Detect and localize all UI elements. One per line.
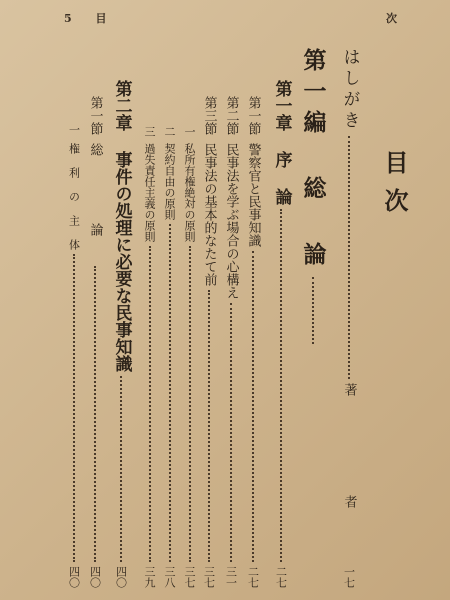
entry-author: 著 者 xyxy=(341,383,357,550)
entry-label: 契約自由の原則 xyxy=(163,143,176,220)
entry-num: 一 xyxy=(183,126,196,137)
entry-page: 一七 xyxy=(342,566,356,588)
dot-leader xyxy=(312,277,314,344)
entry-num: 第二節 xyxy=(223,96,239,135)
toc-entry-section-2[interactable] xyxy=(222,96,240,588)
toc-entry-subsection-2[interactable] xyxy=(162,126,177,588)
entry-page: 四〇 xyxy=(88,566,102,588)
entry-label: 民事法の基本的なたて前 xyxy=(201,143,217,286)
entry-num: 第一節 xyxy=(245,96,261,135)
entry-num: 一 xyxy=(67,124,81,135)
dot-leader xyxy=(189,246,191,562)
entry-label: 民事法を学ぶ場合の心構え xyxy=(223,143,239,299)
entry-page: 三七 xyxy=(202,566,216,588)
entry-page: 二七 xyxy=(246,566,260,588)
entry-num: 二 xyxy=(163,126,176,137)
entry-label: 第一章 序 論 xyxy=(271,80,292,205)
entry-label: 第二章 事件の処理に必要な民事知識 xyxy=(111,80,132,372)
entry-page: 三八 xyxy=(163,566,176,588)
entry-label: 私所有権絶対の原則 xyxy=(183,143,196,242)
entry-page: 二七 xyxy=(274,566,288,588)
entry-page: 三九 xyxy=(143,566,156,588)
toc-entry-subsection-1[interactable] xyxy=(182,126,197,588)
dot-leader xyxy=(208,290,210,562)
toc-title: 目次 xyxy=(380,150,409,226)
toc-entry-chapter2[interactable] xyxy=(110,80,132,588)
entry-page: 四〇 xyxy=(114,566,128,588)
entry-num: 三 xyxy=(143,126,156,137)
dot-leader xyxy=(120,376,122,562)
toc-entry-part1[interactable] xyxy=(298,48,328,348)
entry-page: 三一 xyxy=(224,566,238,588)
entry-label: 権 利 の 主 体 xyxy=(67,143,81,250)
dot-leader xyxy=(252,251,254,562)
dot-leader xyxy=(230,303,232,562)
dot-leader xyxy=(169,224,171,562)
entry-label: はしがき xyxy=(339,48,360,132)
entry-page: 四〇 xyxy=(67,566,81,588)
dot-leader xyxy=(73,254,75,562)
toc-entry-chapter1[interactable] xyxy=(270,80,292,588)
toc-entry-preface[interactable] xyxy=(336,48,362,588)
entry-label: 警察官と民事知識 xyxy=(245,143,261,247)
toc-entry-ch2-subsection-1[interactable] xyxy=(66,124,82,588)
page-header-left: 5 目 xyxy=(64,12,117,25)
entry-label: 総 論 xyxy=(87,143,103,262)
toc-entry-section-3[interactable] xyxy=(200,96,218,588)
entry-num: 第一節 xyxy=(87,96,103,135)
entry-num: 第三節 xyxy=(201,96,217,135)
dot-leader xyxy=(348,136,350,379)
entry-page: 三七 xyxy=(183,566,196,588)
toc-entry-ch2-section-1[interactable] xyxy=(86,96,104,588)
toc-entry-section-1[interactable] xyxy=(244,96,262,588)
entry-label: 過失責任主義の原則 xyxy=(143,143,156,242)
dot-leader xyxy=(149,246,151,562)
dot-leader xyxy=(94,266,96,562)
dot-leader xyxy=(280,209,282,562)
page-header-right: 次 xyxy=(386,12,397,25)
entry-label: 第一編 総 論 xyxy=(299,48,327,273)
toc-entry-subsection-3[interactable] xyxy=(142,126,157,588)
